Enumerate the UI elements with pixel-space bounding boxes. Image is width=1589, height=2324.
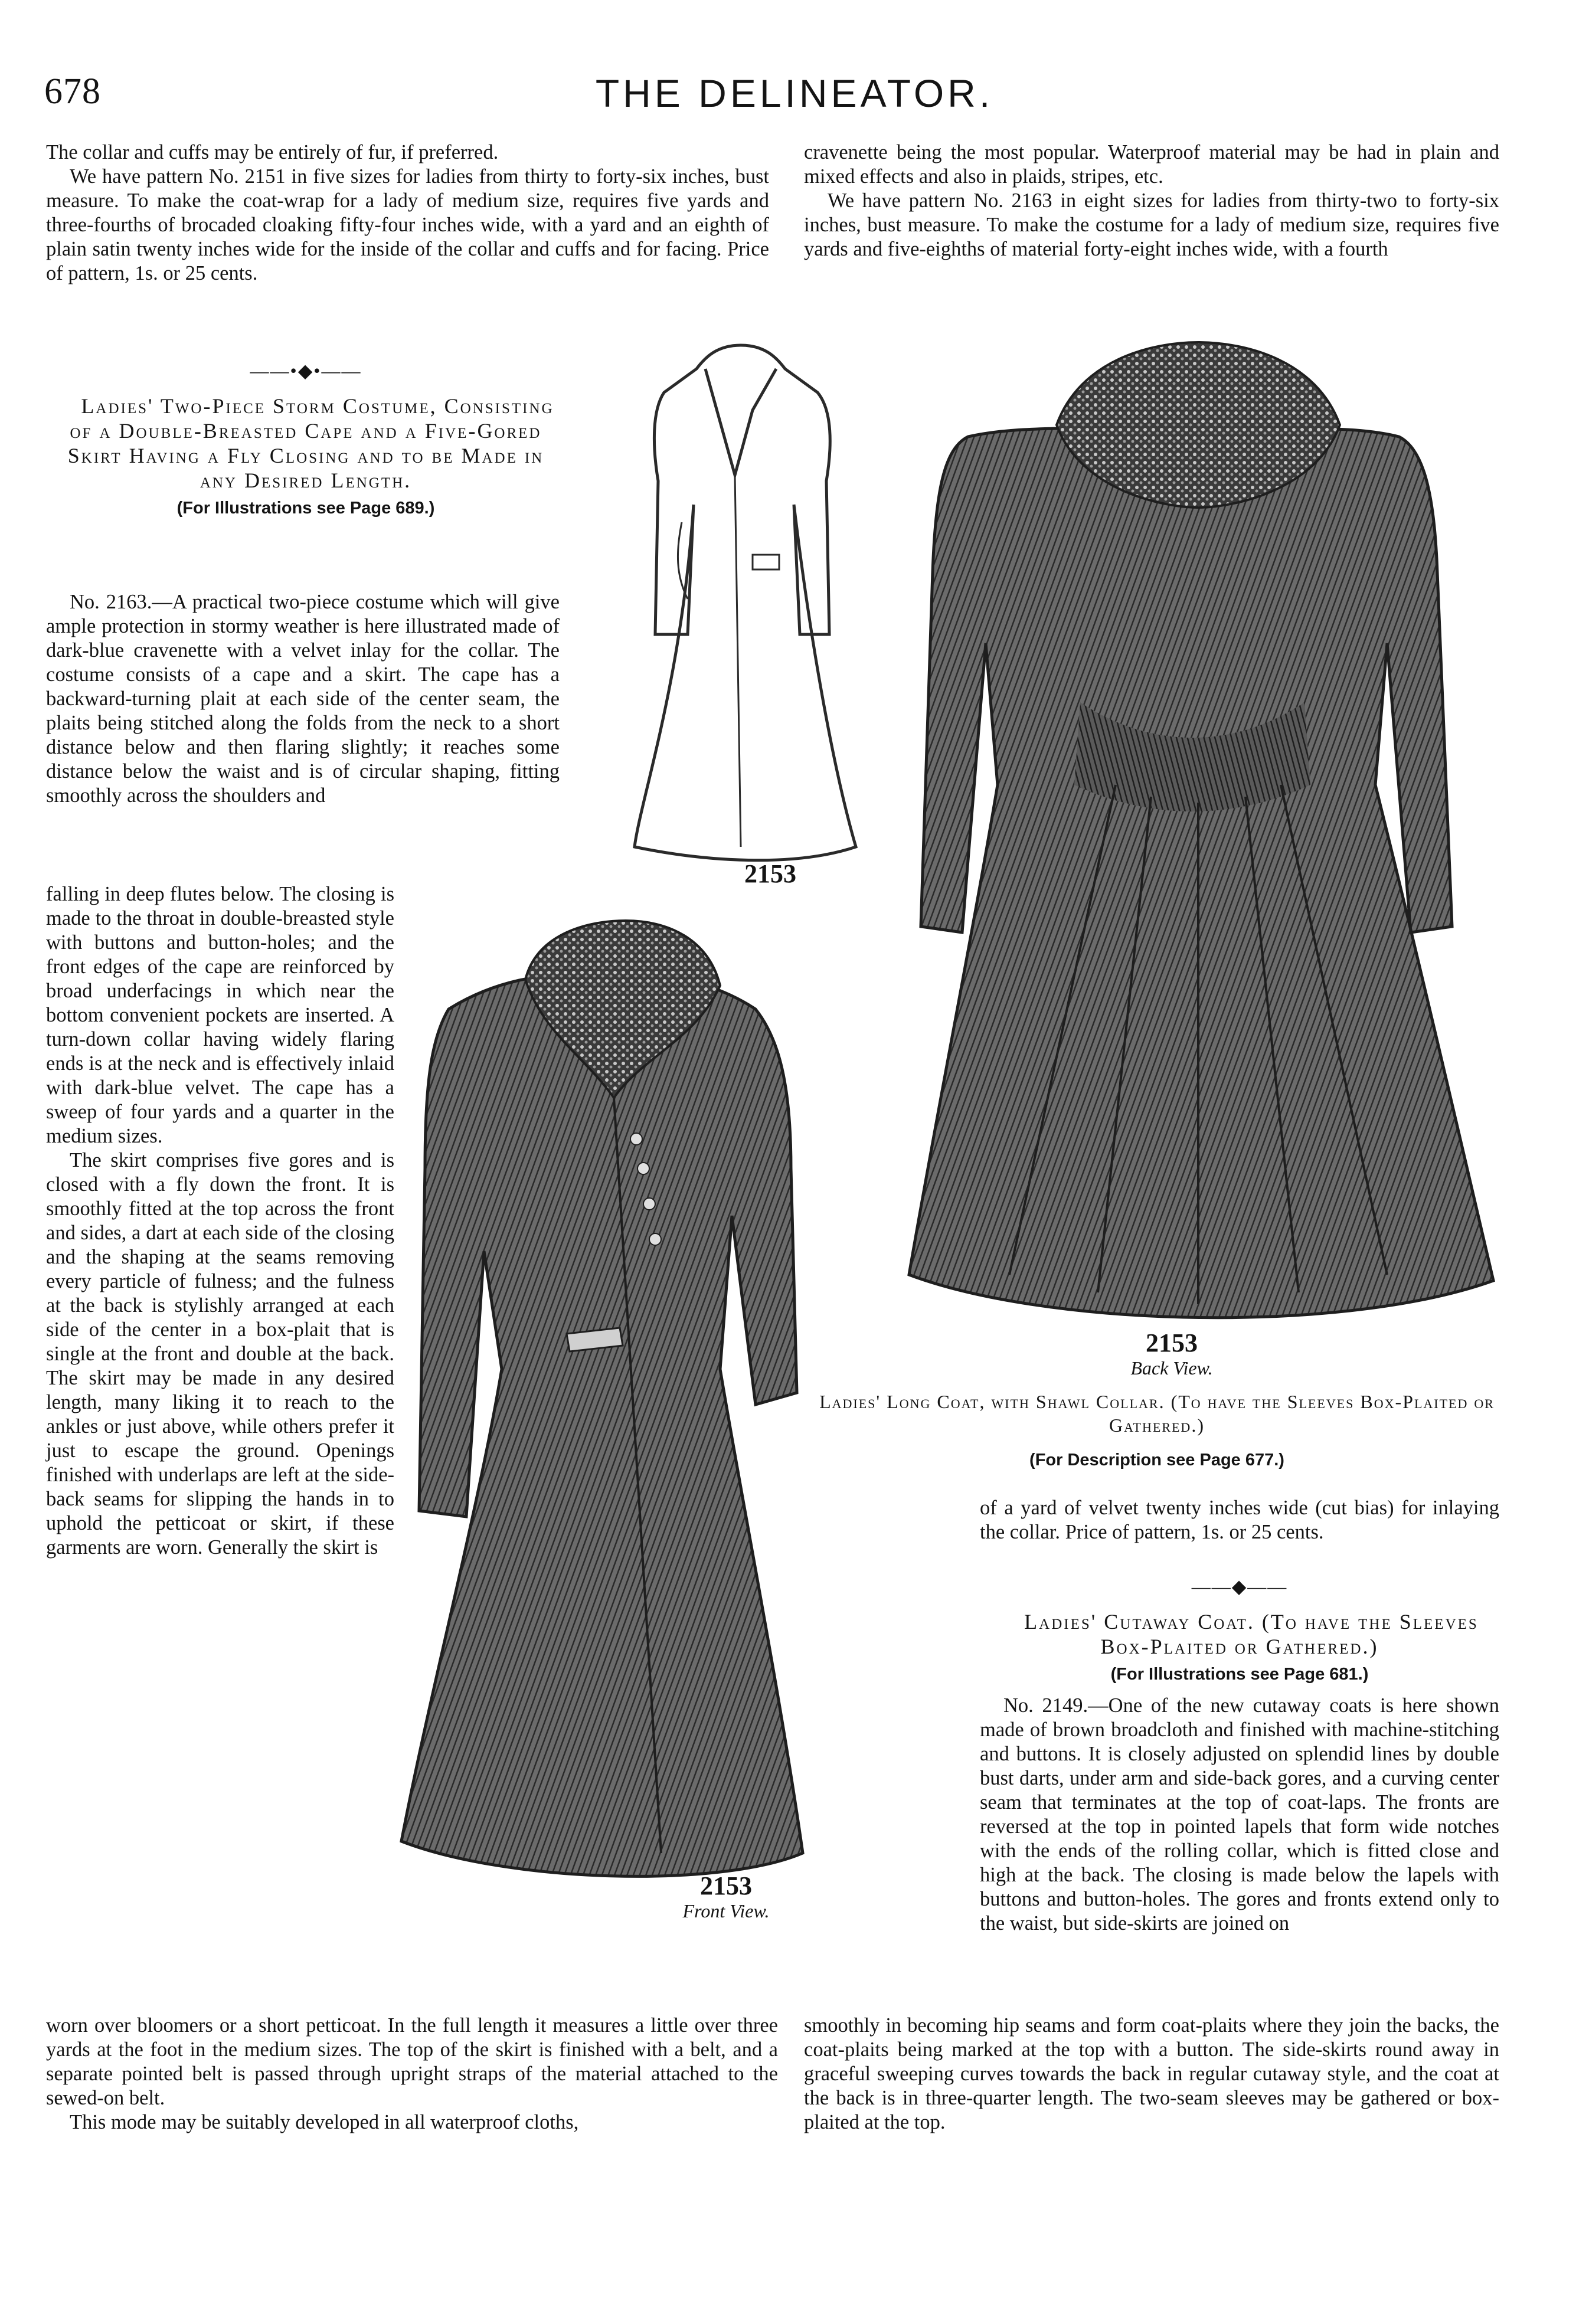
left-body-bottom <box>46 2014 778 2135</box>
front-view-illustration <box>390 921 815 1888</box>
left-body-narrow <box>46 882 394 1560</box>
right-ornament: ——◆—— <box>1191 1576 1288 1597</box>
figure-sub-back: Back View. <box>1130 1357 1213 1379</box>
right-body-wide <box>804 2014 1499 2135</box>
right-column-top <box>804 140 1499 261</box>
storm-costume-para2: The skirt comprises five gores and is closed with a fly down the front. It is smoothly fitted at the top across the front and sides, a dart at each side of the closing and the shaping at the seams removing every particle of fulness; and the fulness at the back is stylishly arranged at each side of the center in a box-plait that is single at the front and double at the back. The skirt may be made in any desired length, many liking it to reach to the ankles or just above, while others prefer it just to escape the ground. Openings finished with underlaps are left at the side-back seams for slipping the hands in to uphold the petticoat or skirt, if these garments are worn. Generally the skirt is <box>46 1149 394 1559</box>
figure-caption: Ladies' Long Coat, with Shawl Collar. (To have the Sleeves Box-Plaited or Gathered.) <box>819 1391 1495 1436</box>
cutaway-coat-para1-cont: smoothly in becoming hip seams and form coat-plaits where they join the backs, the coat-plaits being marked at the top with a button. The side-skirts round away in graceful sweeping curves towards the back in regular cutaway style, and the coat at the back is in three-quarter length. The two-seam sleeves may be gathered or box-plaited at the top. <box>804 2014 1499 2133</box>
figure-label-back: 2153 <box>1146 1328 1198 1357</box>
storm-costume-heading: Ladies' Two-Piece Storm Costume, Consisting of a Double-Breasted Cape and a Five-Gored Skirt Having a Fly Closing and to be Made in any Desired Length. <box>67 394 554 492</box>
cutaway-heading-block <box>980 1564 1499 1693</box>
right-pattern-note: We have pattern No. 2163 in eight sizes for ladies from thirty-two to forty-six inches, bust measure. To make the costume for a lady of medium size, requires five yards and five-eighths of material forty-eight inches wide, with a fourth <box>804 189 1499 260</box>
back-view-illustration <box>903 336 1499 1340</box>
page-number: 678 <box>44 71 101 112</box>
cutaway-coat-heading: Ladies' Cutaway Coat. (To have the Sleeves Box-Plaited or Gathered.) <box>1024 1610 1479 1658</box>
left-body-medium <box>46 590 560 808</box>
figure-caption-reference: (For Description see Page 677.) <box>1029 1451 1284 1469</box>
cutaway-coat-reference: (For Illustrations see Page 681.) <box>1110 1665 1369 1684</box>
figure-label-small: 2153 <box>744 859 796 888</box>
magazine-title: THE DELINEATOR. <box>595 71 994 115</box>
figure-sub-front: Front View. <box>682 1900 770 1922</box>
left-pattern-note: We have pattern No. 2151 in five sizes for ladies from thirty to forty-six inches, bust measure. To make the coat-wrap for a lady of medium size, requires five yards and three-fourths of brocaded cloaking fifty-four inches wide, with a yard and an eighth of plain satin twenty inches wide for the inside of the collar and cuffs and for facing. Price of pattern, 1s. or 25 cents. <box>46 165 769 284</box>
left-heading-block <box>46 348 565 526</box>
storm-costume-para2-cont: worn over bloomers or a short petticoat. In the full length it measures a little over three yards at the foot in the medium sizes. The top of the skirt is finished with a belt, and a separate pointed belt is passed through upright straps of the material attached to the sewed-on belt. <box>46 2014 778 2109</box>
right-top-text: cravenette being the most popular. Waterproof material may be had in plain and mixed effects and also in plaids, stripes, etc. <box>804 141 1499 188</box>
right-continuation-block <box>980 1496 1499 1544</box>
small-coat-illustration <box>617 328 865 876</box>
left-ornament: ——•◆•—— <box>250 360 362 381</box>
storm-costume-para3: This mode may be suitably developed in all waterproof cloths, <box>70 2111 579 2133</box>
right-continuation: of a yard of velvet twenty inches wide (cut bias) for inlaying the collar. Price of pattern, 1s. or 25 cents. <box>980 1497 1499 1543</box>
left-continuation: The collar and cuffs may be entirely of fur, if preferred. <box>46 141 499 163</box>
storm-costume-reference: (For Illustrations see Page 689.) <box>176 499 435 518</box>
storm-costume-para1-cont: falling in deep flutes below. The closing is made to the throat in double-breasted style with buttons and button-holes; and the front edges of the cape are reinforced by broad underfacings in which near the bottom convenient pockets are inserted. A turn-down collar having widely flaring ends is at the neck and is effectively inlaid with dark-blue velvet. The cape has a sweep of four yards and a quarter in the medium sizes. <box>46 883 394 1147</box>
cutaway-coat-para1: No. 2149.—One of the new cutaway coats is here shown made of brown broadcloth and finished with machine-stitching and buttons. It is closely adjusted on splendid lines by double bust darts, under arm and side-back gores, and a curving center seam that terminates at the top of coat-laps. The fronts are reversed at the top in pointed lapels that form wide notches with the ends of the rolling collar, which is fitted close and high at the back. The closing is made below the lapels with buttons and button-holes. The gores and fronts extend only to the waist, but side-skirts are joined on <box>980 1694 1499 1935</box>
storm-costume-para1: No. 2163.—A practical two-piece costume which will give ample protection in stormy weather is here illustrated made of dark-blue cravenette with a velvet inlay for the collar. The costume consists of a cape and a skirt. The cape has a backward-turning plait at each side of the center seam, the plaits being stitched along the folds from the neck to a short distance below and then flaring slightly; it reaches some distance below the waist and is of circular shaping, fitting smoothly across the shoulders and <box>46 591 560 807</box>
figure-label-front: 2153 <box>700 1871 752 1900</box>
right-body-narrow <box>980 1694 1499 1936</box>
left-column-top <box>46 140 769 286</box>
